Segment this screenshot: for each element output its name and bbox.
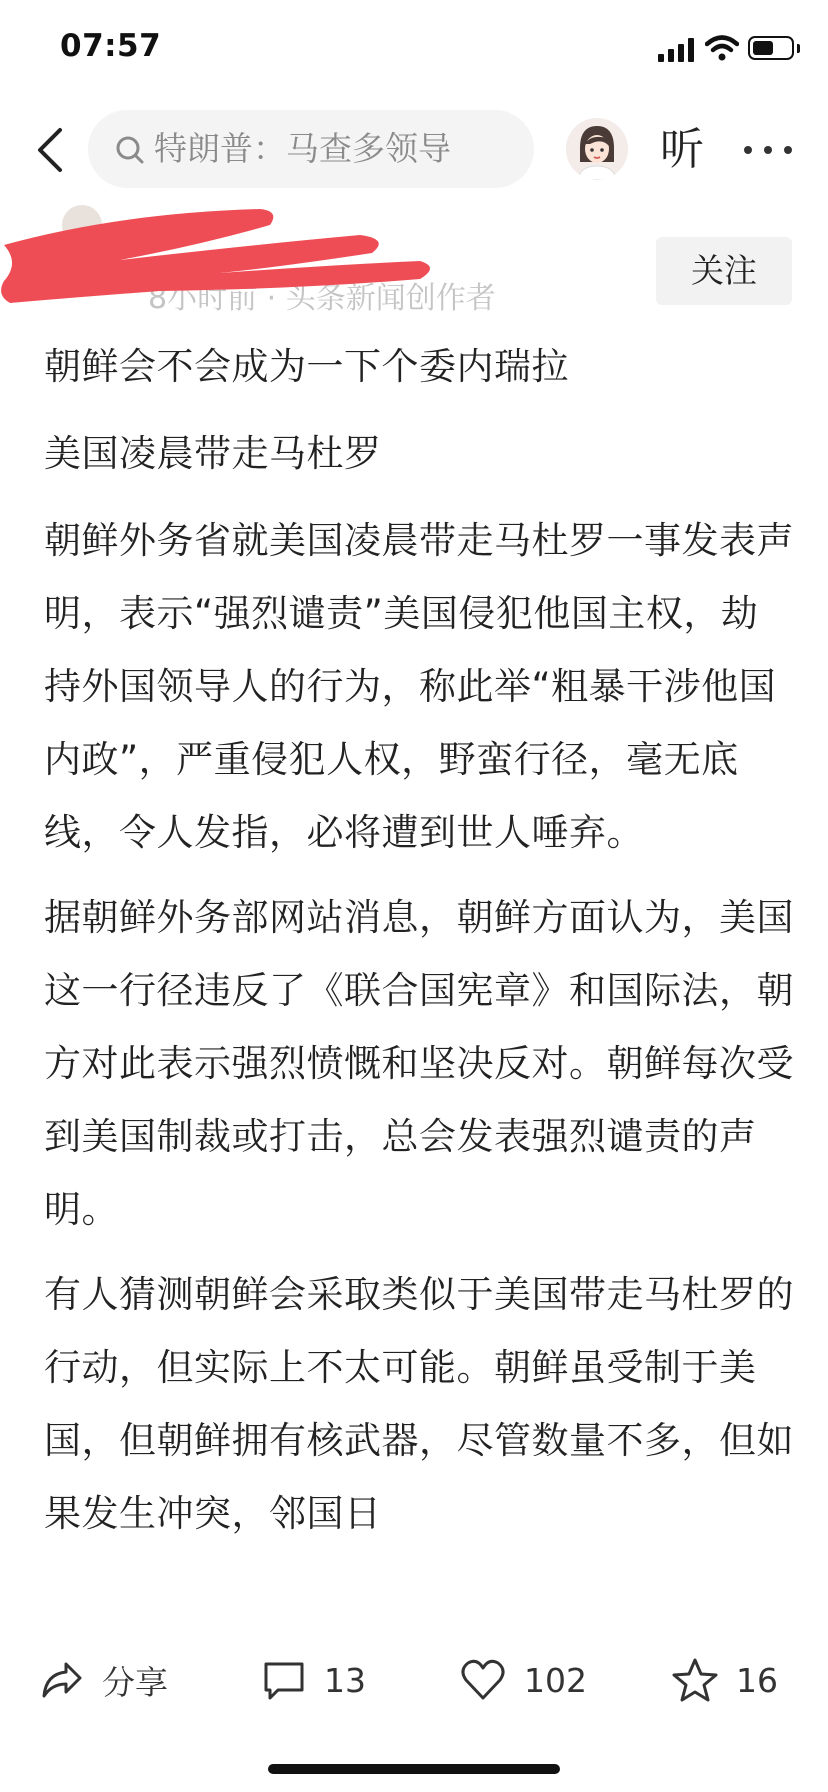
share-button[interactable]	[40, 1640, 168, 1720]
share-label: 分享	[102, 1662, 168, 1702]
like-button[interactable]	[460, 1640, 587, 1720]
home-indicator[interactable]	[268, 1764, 560, 1774]
search-query-text: 特朗普：马查多领导	[154, 129, 451, 168]
article-paragraph: 有人猜测朝鲜会采取类似于美国带走马杜罗的行动，但实际上不太可能。朝鲜虽受制于美国，但朝鲜拥有核武器，尽管数量不多，但如果发生冲突，邻国日	[44, 1273, 794, 1535]
article-paragraph: 据朝鲜外务部网站消息，朝鲜方面认为，美国这一行径违反了《联合国宪章》和国际法，朝方对此表示强烈愤慨和坚决反对。朝鲜每次受到美国制裁或打击，总会发表强烈谴责的声明。	[44, 896, 794, 1231]
heart-icon	[460, 1658, 506, 1702]
like-count: 102	[524, 1660, 587, 1700]
bottom-action-bar	[0, 1640, 828, 1720]
avatar[interactable]	[566, 118, 628, 180]
search-icon	[114, 134, 146, 166]
favorite-button[interactable]	[672, 1640, 778, 1720]
star-icon	[672, 1657, 718, 1703]
top-nav-bar	[0, 100, 828, 200]
comment-count: 13	[324, 1660, 366, 1700]
follow-button[interactable]: 关注	[656, 237, 792, 305]
listen-button[interactable]: 听	[660, 124, 704, 175]
favorite-count: 16	[736, 1660, 778, 1700]
share-icon	[40, 1658, 84, 1702]
comment-icon	[262, 1658, 306, 1702]
wifi-icon	[705, 34, 739, 62]
more-horizontal-icon[interactable]	[744, 146, 794, 156]
author-row	[0, 205, 828, 325]
battery-cap	[797, 44, 800, 53]
battery-icon	[748, 36, 794, 60]
battery-level	[753, 41, 773, 55]
status-time: 07:57	[60, 28, 162, 64]
article-subhead: 美国凌晨带走马杜罗	[44, 432, 382, 475]
status-bar	[0, 0, 828, 100]
article-body	[44, 330, 794, 1562]
cellular-signal-icon	[658, 38, 694, 62]
article-headline: 朝鲜会不会成为一下个委内瑞拉	[44, 345, 569, 388]
back-chevron-icon[interactable]	[30, 124, 74, 176]
redaction-scribble	[0, 205, 520, 325]
search-box[interactable]	[88, 110, 534, 188]
comment-button[interactable]	[262, 1640, 366, 1720]
author-meta: 8小时前 · 头条新闻创作者	[148, 281, 496, 316]
avatar-illustration	[566, 118, 628, 180]
article-paragraph: 朝鲜外务省就美国凌晨带走马杜罗一事发表声明，表示“强烈谴责”美国侵犯他国主权，劫持外国领导人的行为，称此举“粗暴干涉他国内政”，严重侵犯人权，野蛮行径，毫无底线，令人发指，必将遭到世人唾弃。	[44, 519, 794, 854]
